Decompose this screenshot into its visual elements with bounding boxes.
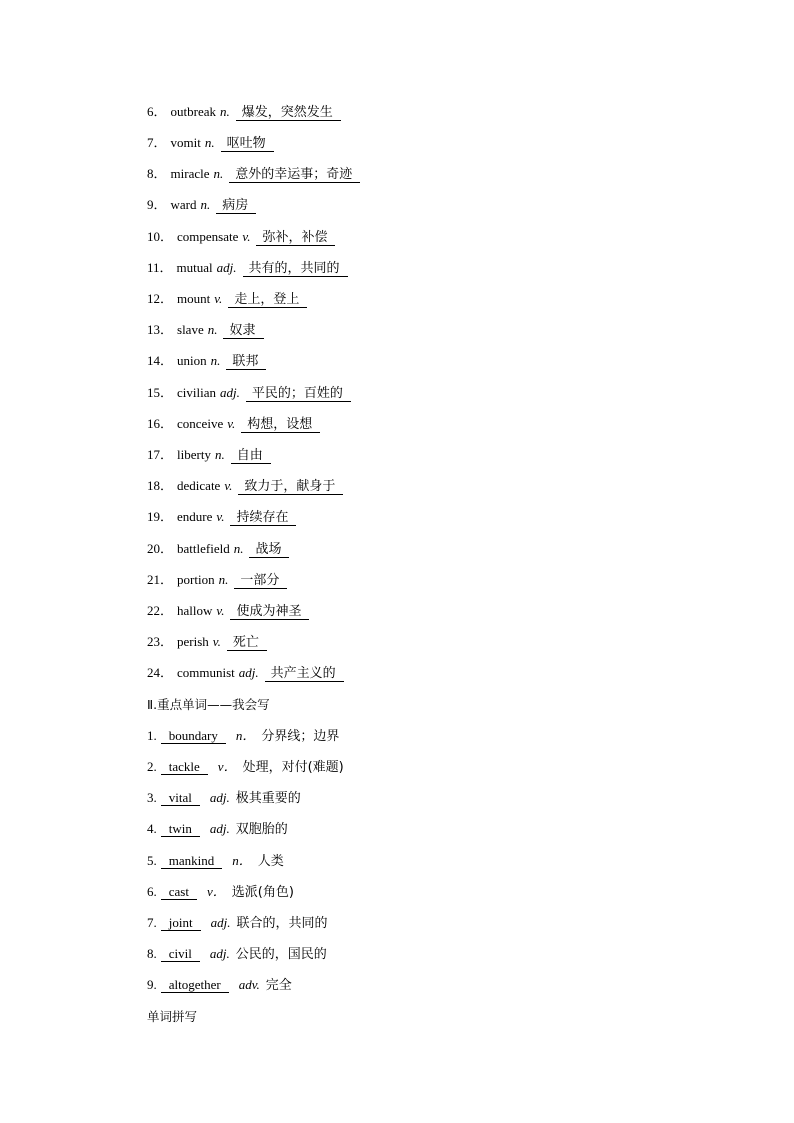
vocab-item: 14． union n. 联邦 xyxy=(147,353,266,370)
answer-blank: 持续存在 xyxy=(230,510,296,526)
answer-blank: mankind xyxy=(161,853,223,869)
vocab-item: 7． vomit n. 呕吐物 xyxy=(147,135,274,152)
vocab-item: 15． civilian adj. 平民的；百姓的 xyxy=(147,385,351,402)
vocab-item: 9． ward n. 病房 xyxy=(147,197,256,214)
answer-blank: 爆发，突然发生 xyxy=(236,105,341,121)
answer-blank: 构想，设想 xyxy=(241,417,320,433)
spelling-item: 2. tackle v． 处理，对付(难题) xyxy=(147,759,344,775)
answer-blank: 自由 xyxy=(231,448,271,464)
answer-blank: 奴隶 xyxy=(223,323,263,339)
answer-blank: 弥补，补偿 xyxy=(256,230,335,246)
vocab-item: 13． slave n. 奴隶 xyxy=(147,322,264,339)
spelling-item: 6. cast v． 选派(角色) xyxy=(147,884,294,900)
spelling-item: 7. joint adj. 联合的，共同的 xyxy=(147,915,328,931)
vocab-item: 6． outbreak n. 爆发，突然发生 xyxy=(147,104,341,121)
answer-blank: 死亡 xyxy=(227,635,267,651)
vocab-item: 10． compensate v. 弥补，补偿 xyxy=(147,229,335,246)
answer-blank: 走上，登上 xyxy=(228,292,307,308)
vocab-item: 19． endure v. 持续存在 xyxy=(147,509,296,526)
spelling-item: 1. boundary n． 分界线；边界 xyxy=(147,728,340,744)
vocab-item: 18． dedicate v. 致力于，献身于 xyxy=(147,478,343,495)
answer-blank: vital xyxy=(161,790,200,806)
spelling-item: 5. mankind n． 人类 xyxy=(147,853,284,869)
answer-blank: 共有的，共同的 xyxy=(243,261,348,277)
section-heading: 单词拼写 xyxy=(147,1009,198,1024)
answer-blank: twin xyxy=(161,821,200,837)
answer-blank: tackle xyxy=(161,759,208,775)
answer-blank: 病房 xyxy=(216,198,256,214)
vocab-item: 21． portion n. 一部分 xyxy=(147,572,287,589)
answer-blank: 战场 xyxy=(249,542,289,558)
answer-blank: 联邦 xyxy=(226,354,266,370)
vocab-item: 17． liberty n. 自由 xyxy=(147,447,271,464)
spelling-item: 9. altogether adv. 完全 xyxy=(147,977,292,993)
answer-blank: 共产主义的 xyxy=(265,666,344,682)
spelling-item: 3. vital adj. 极其重要的 xyxy=(147,790,301,806)
section-heading: Ⅱ.重点单词——我会写 xyxy=(147,697,270,712)
answer-blank: 致力于，献身于 xyxy=(238,479,343,495)
answer-blank: 使成为神圣 xyxy=(230,604,309,620)
spelling-item: 4. twin adj. 双胞胎的 xyxy=(147,821,288,837)
vocab-item: 12． mount v. 走上，登上 xyxy=(147,291,307,308)
answer-blank: altogether xyxy=(161,977,229,993)
answer-blank: 平民的；百姓的 xyxy=(246,386,351,402)
answer-blank: 呕吐物 xyxy=(221,136,274,152)
vocab-item: 16． conceive v. 构想，设想 xyxy=(147,416,320,433)
vocab-item: 22． hallow v. 使成为神圣 xyxy=(147,603,309,620)
vocab-item: 11． mutual adj. 共有的，共同的 xyxy=(147,260,348,277)
answer-blank: joint xyxy=(161,915,201,931)
vocab-item: 24． communist adj. 共产主义的 xyxy=(147,665,344,682)
spelling-item: 8. civil adj. 公民的，国民的 xyxy=(147,946,327,962)
vocab-item: 23． perish v. 死亡 xyxy=(147,634,267,651)
vocab-item: 8． miracle n. 意外的幸运事；奇迹 xyxy=(147,166,360,183)
answer-blank: 一部分 xyxy=(234,573,287,589)
answer-blank: civil xyxy=(161,946,200,962)
answer-blank: boundary xyxy=(161,728,226,744)
vocab-item: 20． battlefield n. 战场 xyxy=(147,541,289,558)
answer-blank: cast xyxy=(161,884,197,900)
answer-blank: 意外的幸运事；奇迹 xyxy=(229,167,360,183)
